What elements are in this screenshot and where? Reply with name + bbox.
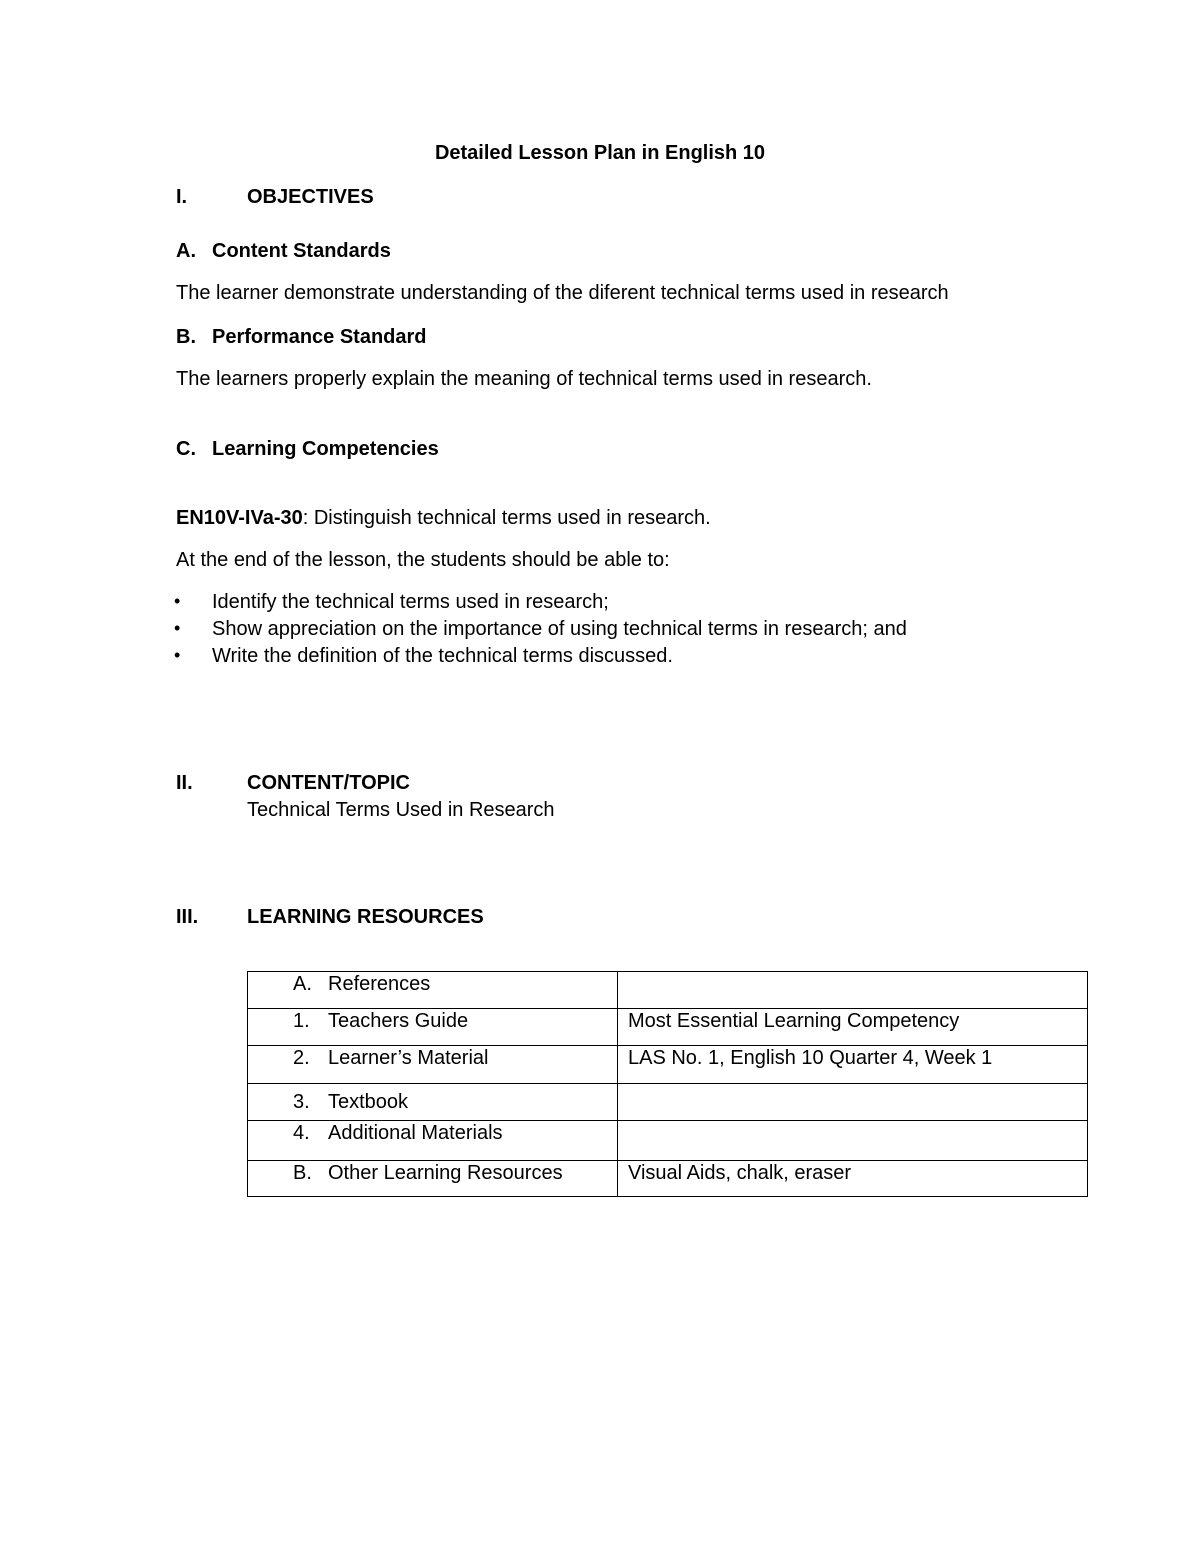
section-numeral-resources: III. xyxy=(176,906,199,928)
resource-label: References xyxy=(328,973,431,995)
table-row xyxy=(248,1161,1088,1197)
content-topic-text: Technical Terms Used in Research xyxy=(247,799,555,821)
resource-label-cell xyxy=(248,1009,618,1046)
competency-code: EN10V-IVa-30 xyxy=(176,507,303,529)
resource-mark: 2. xyxy=(293,1047,310,1069)
table-row xyxy=(248,1009,1088,1046)
learning-competencies-heading: Learning Competencies xyxy=(212,438,439,460)
page-title: Detailed Lesson Plan in English 10 xyxy=(434,142,766,164)
competency-line xyxy=(176,506,711,530)
content-standards-text: The learner demonstrate understanding of the diferent technical terms used in research xyxy=(176,282,949,304)
objective-bullet-3: Write the definition of the technical terms discussed. xyxy=(212,645,673,667)
learning-competencies-letter: C. xyxy=(176,438,196,460)
resource-value-cell: Visual Aids, chalk, eraser xyxy=(618,1161,1088,1197)
bullet-icon: • xyxy=(174,618,181,638)
table-row xyxy=(248,1046,1088,1084)
resource-label: Learner’s Material xyxy=(328,1047,489,1069)
resource-mark: A. xyxy=(293,973,312,995)
performance-standard-text: The learners properly explain the meaning of technical terms used in research. xyxy=(176,368,872,390)
bullet-icon: • xyxy=(174,591,181,611)
section-numeral-content: II. xyxy=(176,772,193,794)
resource-mark: 3. xyxy=(293,1091,310,1113)
resource-label: Other Learning Resources xyxy=(328,1162,563,1184)
resource-mark: 4. xyxy=(293,1122,310,1144)
table-row xyxy=(248,1084,1088,1121)
learning-resources-table xyxy=(247,971,1088,1197)
table-row xyxy=(248,972,1088,1009)
resource-label-cell xyxy=(248,1084,618,1121)
content-standards-letter: A. xyxy=(176,240,196,262)
section-numeral-objectives: I. xyxy=(176,186,188,208)
performance-standard-heading: Performance Standard xyxy=(212,326,427,348)
section-heading-resources: LEARNING RESOURCES xyxy=(247,906,484,928)
resource-value-cell: Most Essential Learning Competency xyxy=(618,1009,1088,1046)
objective-bullet-1: Identify the technical terms used in research; xyxy=(212,591,609,613)
performance-standard-letter: B. xyxy=(176,326,196,348)
resource-value-cell: LAS No. 1, English 10 Quarter 4, Week 1 xyxy=(618,1046,1088,1084)
competency-intro: At the end of the lesson, the students should be able to: xyxy=(176,549,670,571)
resource-label-cell xyxy=(248,972,618,1009)
content-standards-heading: Content Standards xyxy=(212,240,391,262)
resource-label: Textbook xyxy=(328,1091,409,1113)
section-heading-objectives: OBJECTIVES xyxy=(247,186,374,208)
bullet-icon: • xyxy=(174,645,181,665)
resource-label: Teachers Guide xyxy=(328,1010,469,1032)
resource-value-cell xyxy=(618,1084,1088,1121)
resource-label-cell xyxy=(248,1046,618,1084)
resource-value-cell xyxy=(618,1121,1088,1161)
section-heading-content: CONTENT/TOPIC xyxy=(247,772,410,794)
resource-mark: B. xyxy=(293,1162,312,1184)
resource-value-cell xyxy=(618,972,1088,1009)
resource-mark: 1. xyxy=(293,1010,310,1032)
table-row xyxy=(248,1121,1088,1161)
resource-label: Additional Materials xyxy=(328,1122,503,1144)
resource-label-cell xyxy=(248,1161,618,1197)
competency-description: : Distinguish technical terms used in research. xyxy=(302,507,711,529)
objective-bullet-2: Show appreciation on the importance of using technical terms in research; and xyxy=(212,618,907,640)
resource-label-cell xyxy=(248,1121,618,1161)
